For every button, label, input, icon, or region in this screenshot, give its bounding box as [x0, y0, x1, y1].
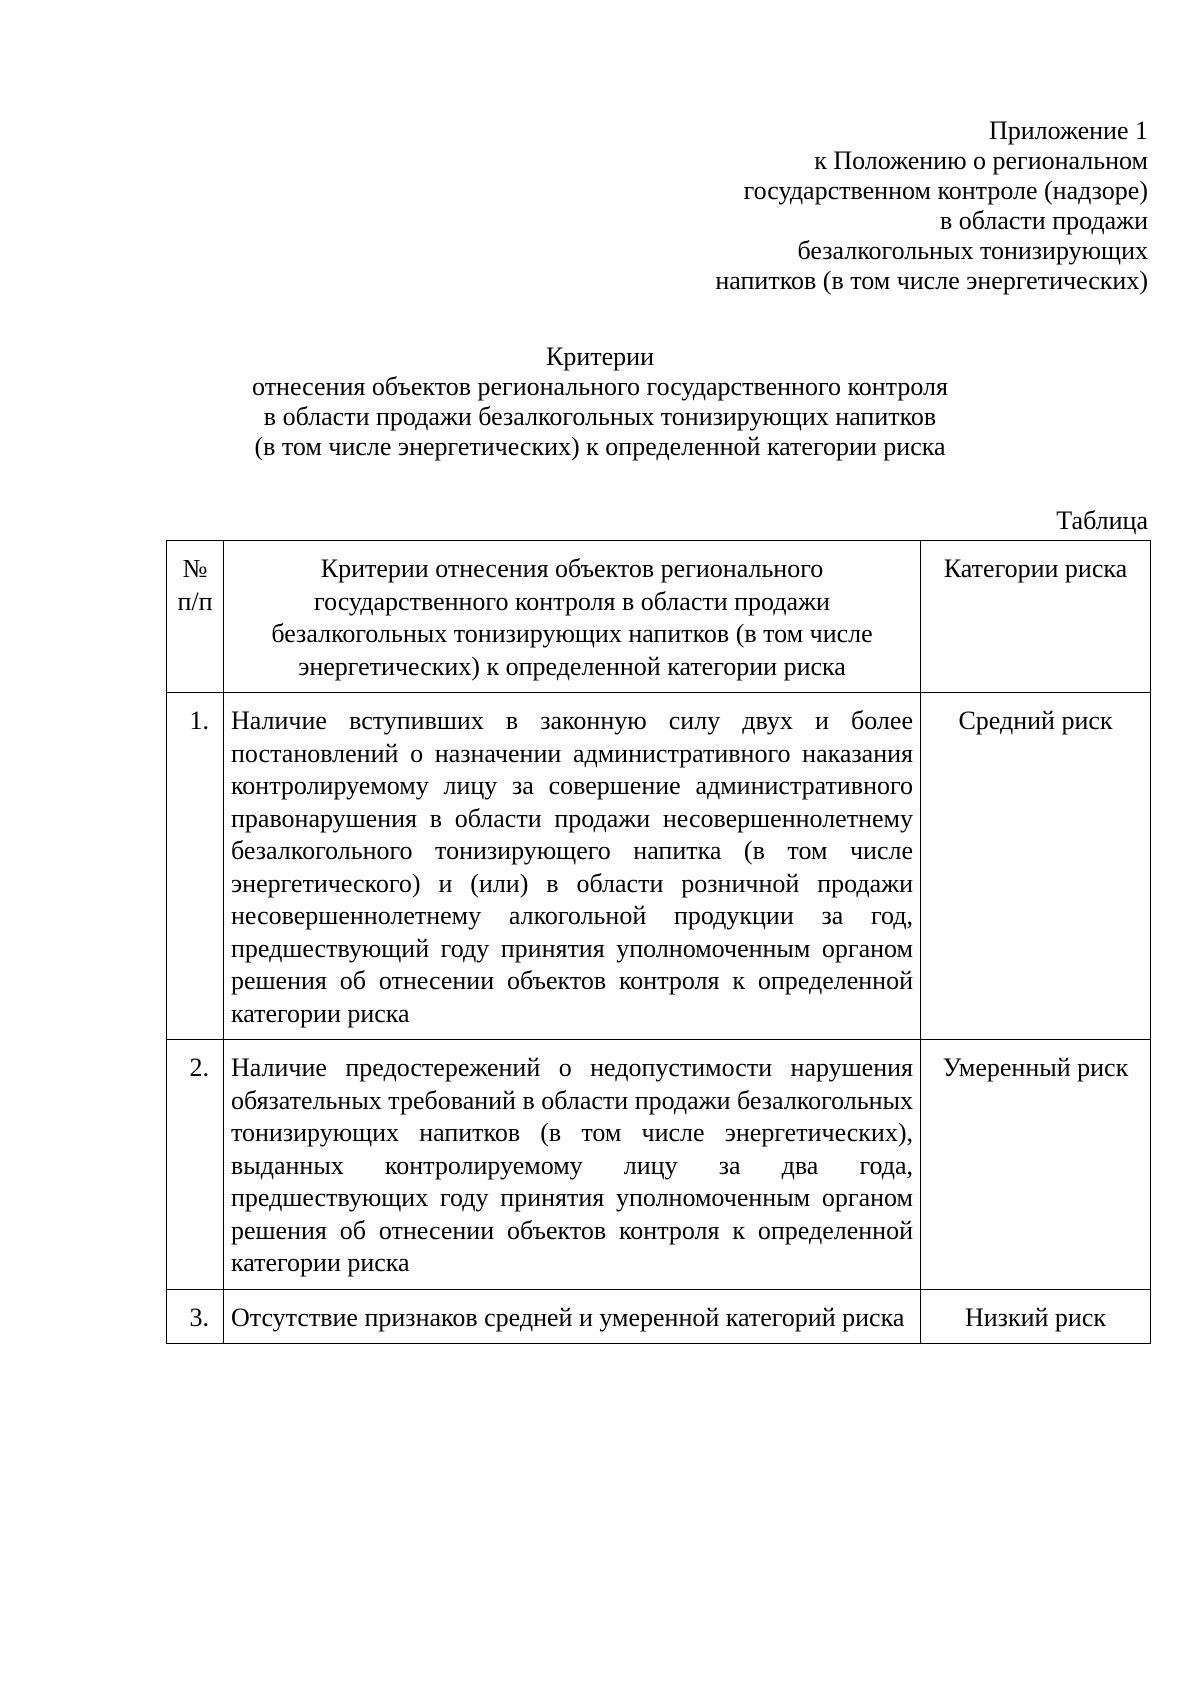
title-line: Критерии [546, 342, 654, 371]
appendix-line: в области продажи [940, 206, 1148, 235]
row-num: 2. [167, 1040, 224, 1290]
table-row [167, 1289, 1151, 1344]
title-line: (в том числе энергетических) к определенной категории риска [254, 432, 946, 461]
row-category: Низкий риск [921, 1289, 1151, 1344]
header-category: Категории риска [921, 541, 1151, 693]
header-num: № п/п [167, 541, 224, 693]
criteria-table [166, 540, 1151, 1344]
document-title [150, 342, 1050, 462]
row-num: 3. [167, 1289, 224, 1344]
row-num: 1. [167, 693, 224, 1040]
title-line: отнесения объектов регионального государственного контроля [252, 372, 948, 401]
appendix-line: Приложение 1 [988, 116, 1148, 145]
appendix-line: к Положению о региональном [814, 146, 1148, 175]
row-category: Средний риск [921, 693, 1151, 1040]
appendix-line: государственном контроле (надзоре) [743, 176, 1148, 205]
table-label: Таблица [1056, 506, 1148, 535]
appendix-line: безалкогольных тонизирующих [797, 236, 1148, 265]
table-row [167, 1040, 1151, 1290]
title-line: в области продажи безалкогольных тонизирующих напитков [263, 402, 937, 431]
row-category: Умеренный риск [921, 1040, 1151, 1290]
row-criteria: Наличие вступивших в законную силу двух и более постановлений о назначении административного наказания контролируемому лицу за совершение административного правонарушения в области продажи несовершеннолетнему безалкогольного тонизирующего напитка (в том числе энергетического) и (или) в области розничной продажи несовершеннолетнему алкогольной продукции за год, предшествующий году принятия уполномоченным органом решения об отнесении объектов контроля к определенной категории риска [224, 693, 921, 1040]
row-criteria: Наличие предостережений о недопустимости нарушения обязательных требований в области продажи безалкогольных тонизирующих напитков (в том числе энергетических), выданных контролируемому лицу за два года, предшествующих году принятия уполномоченным органом решения об отнесении объектов контроля к определенной категории риска [224, 1040, 921, 1290]
header-criteria: Критерии отнесения объектов регионального государственного контроля в области продажи безалкогольных тонизирующих напитков (в том числе энергетических) к определенной категории риска [224, 541, 921, 693]
table-row [167, 693, 1151, 1040]
appendix-line: напитков (в том числе энергетических) [715, 266, 1148, 295]
row-criteria: Отсутствие признаков средней и умеренной категорий риска [224, 1289, 921, 1344]
appendix-header [588, 116, 1148, 296]
table-header-row [167, 541, 1151, 693]
